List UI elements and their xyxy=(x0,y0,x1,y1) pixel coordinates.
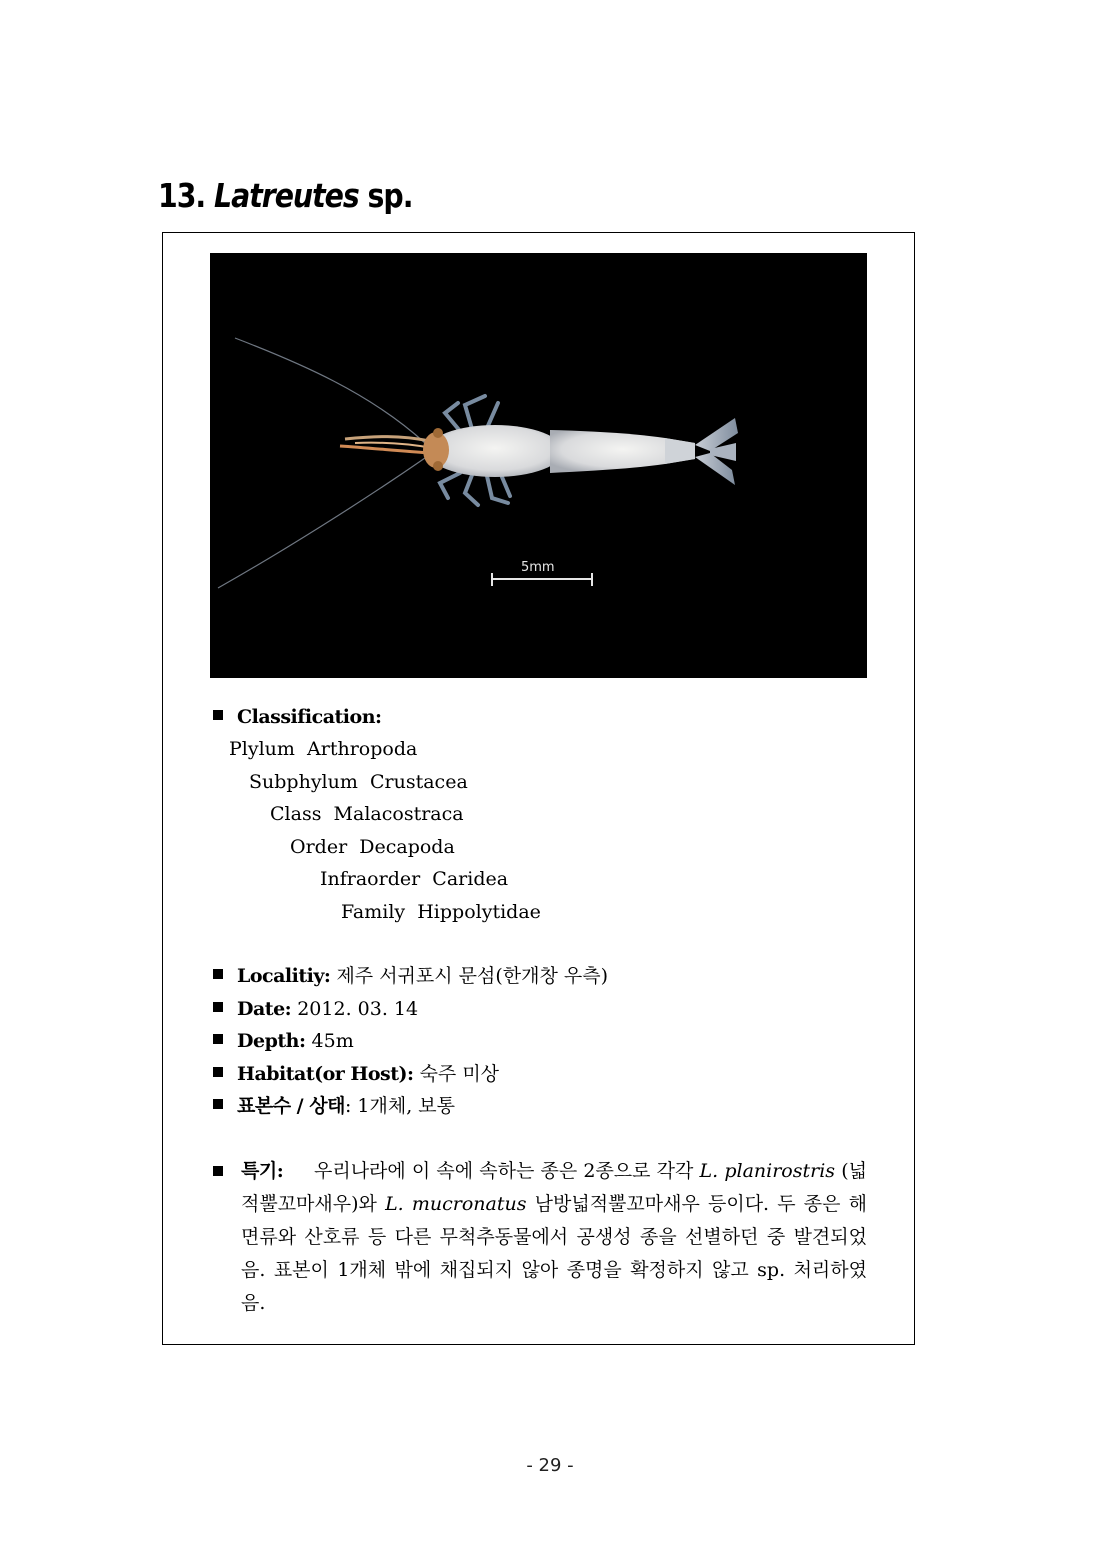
habitat-row: Habitat(or Host): 숙주 미상 xyxy=(213,1062,499,1086)
taxon-phylum: Plylum Arthropoda xyxy=(229,738,418,760)
taxon-subphylum: Subphylum Crustacea xyxy=(249,771,468,793)
depth-row: Depth: 45m xyxy=(213,1029,354,1053)
square-bullet-icon xyxy=(213,1002,223,1012)
date-row: Date: 2012. 03. 14 xyxy=(213,997,418,1021)
remarks-paragraph: 특기: 우리나라에 이 속에 속하는 종은 2종으로 각각 L. planirostris (넓적뿔꼬마새우)와 L. mucronatus 남방넓적뿔꼬마새우 등이다. 두 종은 해면류와 산호류 등 다른 무척추동물에서 공생성 종을 선별하던 중 발견되었음. 표본이 1개체 밖에 채집되지 않아 종명을 확정하지 않고 sp. 처리하였음. xyxy=(241,1155,867,1320)
square-bullet-icon xyxy=(213,1034,223,1044)
title-suffix: sp. xyxy=(367,176,413,215)
specimen-illustration xyxy=(210,253,867,678)
taxon-order: Order Decapoda xyxy=(290,836,455,858)
species-name: L. mucronatus xyxy=(385,1193,527,1215)
square-bullet-icon xyxy=(213,710,223,720)
species-name: L. planirostris xyxy=(699,1160,836,1182)
taxon-family: Family Hippolytidae xyxy=(341,901,541,923)
title-number: 13. xyxy=(158,176,206,215)
page-number: - 29 - xyxy=(526,1455,574,1476)
classification-heading: Classification: xyxy=(213,705,382,729)
locality-row: Localitiy: 제주 서귀포시 문섬(한개창 우측) xyxy=(213,964,608,988)
specimen-count-row: 표본수 / 상태: 1개체, 보통 xyxy=(213,1094,455,1118)
square-bullet-icon xyxy=(213,969,223,979)
square-bullet-icon xyxy=(213,1099,223,1109)
square-bullet-icon xyxy=(213,1166,223,1176)
taxon-class: Class Malacostraca xyxy=(270,803,464,825)
remarks-label: 특기: xyxy=(241,1160,284,1182)
taxon-infraorder: Infraorder Caridea xyxy=(320,868,509,890)
species-card xyxy=(162,232,915,1345)
title-genus: Latreutes xyxy=(214,176,359,215)
square-bullet-icon xyxy=(213,1067,223,1077)
scale-bar-label: 5mm xyxy=(521,560,555,575)
specimen-photo xyxy=(210,253,867,678)
page-title xyxy=(158,176,412,215)
